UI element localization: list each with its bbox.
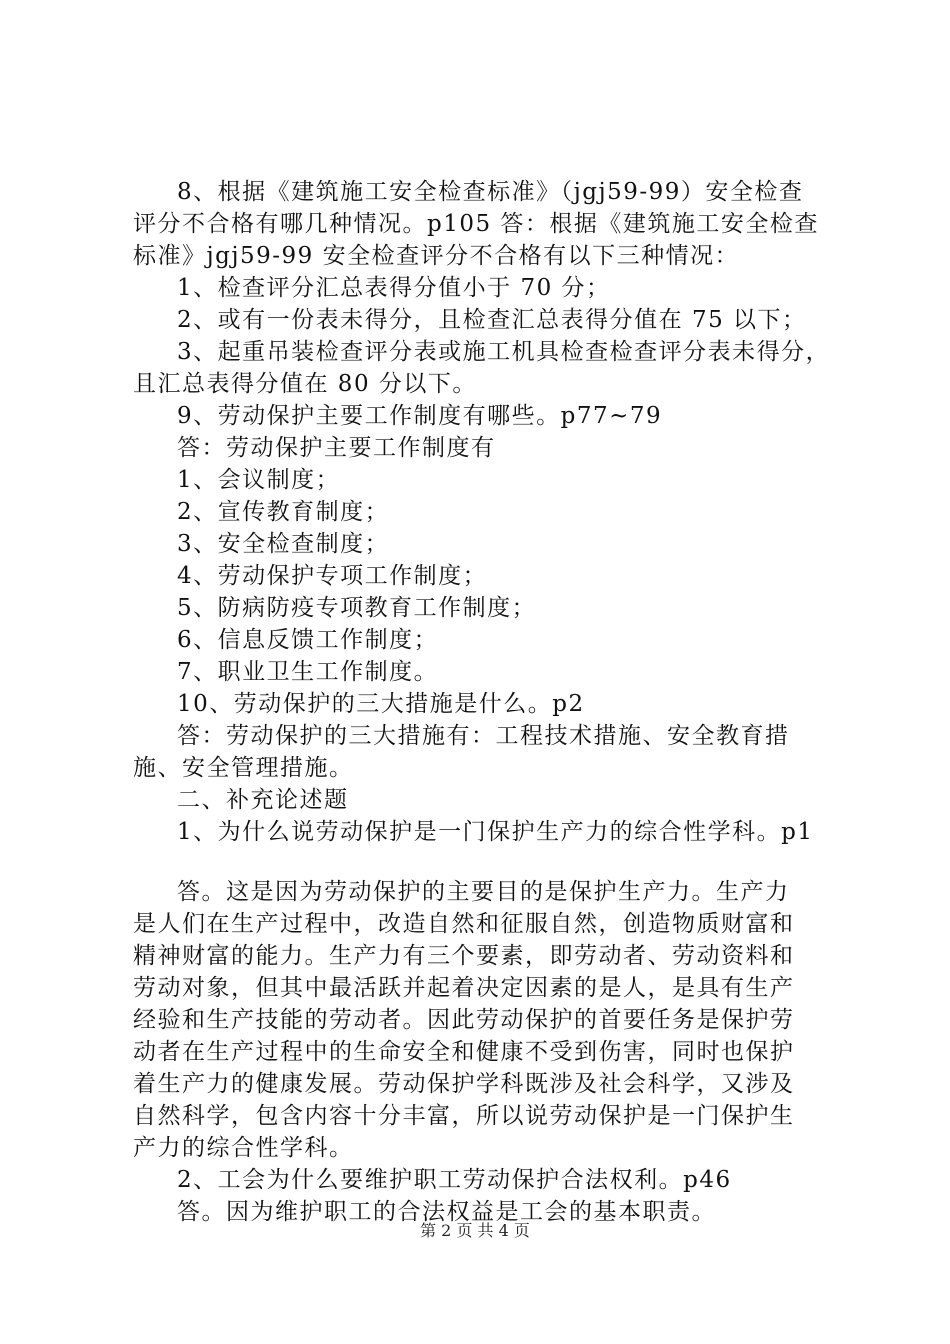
text-line: 施、安全管理措施。 [133,755,354,781]
text-line: 自然科学，包含内容十分丰富，所以说劳动保护是一门保护生 [133,1103,795,1129]
text-line: 答。因为维护职工的合法权益是工会的基本职责。 [177,1199,716,1225]
text-line: 1、会议制度； [177,467,341,493]
text-line: 2、或有一份表未得分，且检查汇总表得分值在 75 以下； [177,307,807,333]
text-line: 且汇总表得分值在 80 分以下。 [133,371,477,397]
text-line: 是人们在生产过程中，改造自然和征服自然，创造物质财富和 [133,911,795,937]
text-line: 经验和生产技能的劳动者。因此劳动保护的首要任务是保护劳 [133,1007,795,1033]
text-line: 产力的综合性学科。 [133,1135,354,1161]
text-line: 6、信息反馈工作制度； [177,627,439,653]
text-line: 动者在生产过程中的生命安全和健康不受到伤害，同时也保护 [133,1039,795,1065]
text-line: 精神财富的能力。生产力有三个要素，即劳动者、劳动资料和 [133,943,795,969]
text-line: 二、补充论述题 [177,787,349,813]
text-line: 2、宣传教育制度； [177,499,390,525]
text-line: 答：劳动保护主要工作制度有 [177,435,496,461]
text-line: 答：劳动保护的三大措施有：工程技术措施、安全教育措 [177,723,790,749]
text-line: 10、劳动保护的三大措施是什么。p2 [177,691,585,717]
text-line: 劳动对象，但其中最活跃并起着决定因素的是人，是具有生产 [133,975,795,1001]
text-line: 答。这是因为劳动保护的主要目的是保护生产力。生产力 [177,879,790,905]
text-line: 3、起重吊装检查评分表或施工机具检查检查评分表未得分， [177,339,831,365]
text-line: 1、为什么说劳动保护是一门保护生产力的综合性学科。p1 [177,819,814,845]
paragraph-gap [133,848,843,876]
text-line: 8、根据《建筑施工安全检查标准》（jgj59-99）安全检查 [177,179,804,205]
text-line: 1、检查评分汇总表得分值小于 70 分； [177,275,611,301]
text-line: 着生产力的健康发展。劳动保护学科既涉及社会科学，又涉及 [133,1071,795,1097]
text-line: 5、防病防疫专项教育工作制度； [177,595,537,621]
text-line: 4、劳动保护专项工作制度； [177,563,488,589]
page-footer: 第 2 页 共 4 页 [420,1221,530,1240]
text-line: 标准》jgj59-99 安全检查评分不合格有以下三种情况： [133,243,740,269]
text-line: 评分不合格有哪几种情况。p105 答：根据《建筑施工安全检查 [133,211,819,237]
text-line: 9、劳动保护主要工作制度有哪些。p77~79 [177,403,663,429]
document-body [133,176,843,1228]
text-line: 7、职业卫生工作制度。 [177,659,439,685]
text-line: 3、安全检查制度； [177,531,390,557]
text-line: 2、工会为什么要维护职工劳动保护合法权利。p46 [177,1167,732,1193]
